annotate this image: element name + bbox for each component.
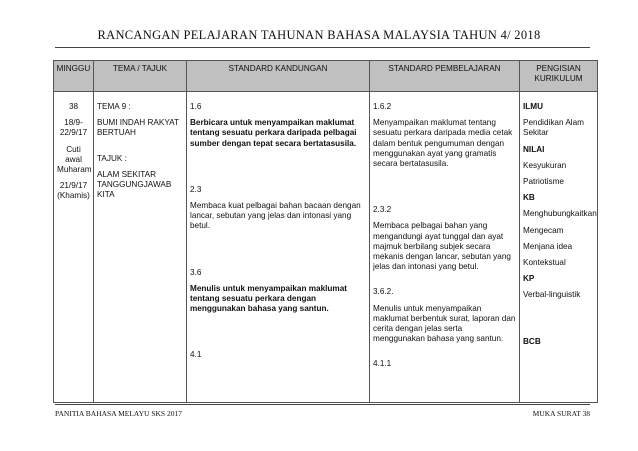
header-minggu: MINGGU: [54, 61, 94, 92]
tema-label: TEMA 9 :: [97, 102, 131, 111]
week-dates: 18/9- 22/9/17: [59, 118, 88, 138]
pembelajaran-text: Menyampaikan maklumat tentang sesuatu perkara daripada media cetak dalam bentuk pengumuman dengan menggunakan ayat yang gramatis secara bertatasusila.: [373, 118, 513, 169]
tema-name: BUMI INDAH RAKYAT BERTUAH: [97, 118, 179, 138]
kandungan-code: 1.6: [190, 102, 202, 111]
kandungan-code: 3.6: [190, 267, 202, 277]
kb-value: Mengecam: [523, 225, 564, 235]
week-number: 38: [68, 102, 79, 111]
footer-divider: [55, 404, 590, 405]
page-title: RANCANGAN PELAJARAN TAHUNAN BAHASA MALAYSIA TAHUN 4/ 2018: [97, 28, 541, 42]
pembelajaran-text: Menulis untuk menyampaikan maklumat berbentuk surat, laporan dan cerita dengan jelas serta menggunakan bahasa yang santun.: [373, 303, 516, 344]
kb-value: Kontekstual: [523, 258, 566, 268]
header-standard-pembelajaran: STANDARD PEMBELAJARAN: [370, 61, 520, 92]
kandungan-text: Membaca kuat pelbagai bahan bacaan dengan lancar, sebutan yang jelas dan intonasi yang betul.: [190, 201, 361, 231]
table-header-row: [54, 61, 598, 92]
holiday-name: Cuti awal Muharam: [57, 144, 92, 175]
pembelajaran-code: 3.6.2.: [373, 287, 394, 297]
lesson-plan-table: [53, 60, 598, 403]
kp-label: KP: [523, 274, 535, 284]
kandungan-text: Menulis untuk menyampaikan maklumat tentang sesuatu perkara dengan menggunakan bahasa yang santun.: [190, 283, 347, 314]
table-row: [54, 92, 598, 403]
kp-value: Verbal-linguistik: [523, 290, 581, 300]
kb-value: Menghubungkaitkan: [523, 209, 597, 219]
pembelajaran-code: 2.3.2: [373, 205, 392, 215]
kandungan-code: 2.3: [190, 184, 202, 194]
kb-label: KB: [523, 193, 535, 203]
nilai-value: Patriotisme: [523, 177, 564, 187]
cell-standard-kandungan: [187, 92, 370, 403]
pembelajaran-text: Membaca pelbagai bahan yang mengandungi ayat tunggal dan ayat majmuk berbilang subjek secara mekanis dengan lancar, sebutan yang jelas dan intonasi yang betul.: [373, 221, 511, 272]
footer-panel-name: PANITIA BAHASA MELAYU SKS 2017: [55, 409, 182, 418]
ilmu-value: Pendidikan Alam Sekitar: [523, 118, 584, 138]
pembelajaran-code: 4.1.1: [373, 359, 392, 369]
ilmu-label: ILMU: [523, 102, 544, 111]
cell-tema-tajuk: [94, 92, 187, 403]
cell-minggu: [54, 92, 94, 403]
holiday-date: 21/9/17 (Khamis): [57, 181, 90, 201]
header-pengisian-kurikulum: PENGISIAN KURIKULUM: [520, 61, 598, 92]
cell-standard-pembelajaran: [370, 92, 520, 403]
pembelajaran-code: 1.6.2: [373, 102, 392, 111]
footer-page-number: MUKA SURAT 38: [532, 409, 590, 418]
bcb-label: BCB: [523, 336, 541, 346]
kandungan-text: Berbicara untuk menyampaikan maklumat tentang sesuatu perkara daripada pelbagai sumber dengan tepat secara bertatasusila.: [190, 118, 357, 148]
header-standard-kandungan: STANDARD KANDUNGAN: [187, 61, 370, 92]
nilai-value: Kesyukuran: [523, 160, 567, 170]
header-tema-tajuk: TEMA / TAJUK: [94, 61, 187, 92]
nilai-label: NILAI: [523, 144, 545, 154]
cell-pengisian-kurikulum: [520, 92, 598, 403]
kb-value: Menjana idea: [523, 241, 573, 251]
tajuk-name: ALAM SEKITAR TANGGUNGJAWAB KITA: [97, 169, 172, 200]
header-divider: [55, 47, 590, 48]
kandungan-code: 4.1: [190, 350, 202, 360]
tajuk-label: TAJUK :: [97, 153, 127, 163]
